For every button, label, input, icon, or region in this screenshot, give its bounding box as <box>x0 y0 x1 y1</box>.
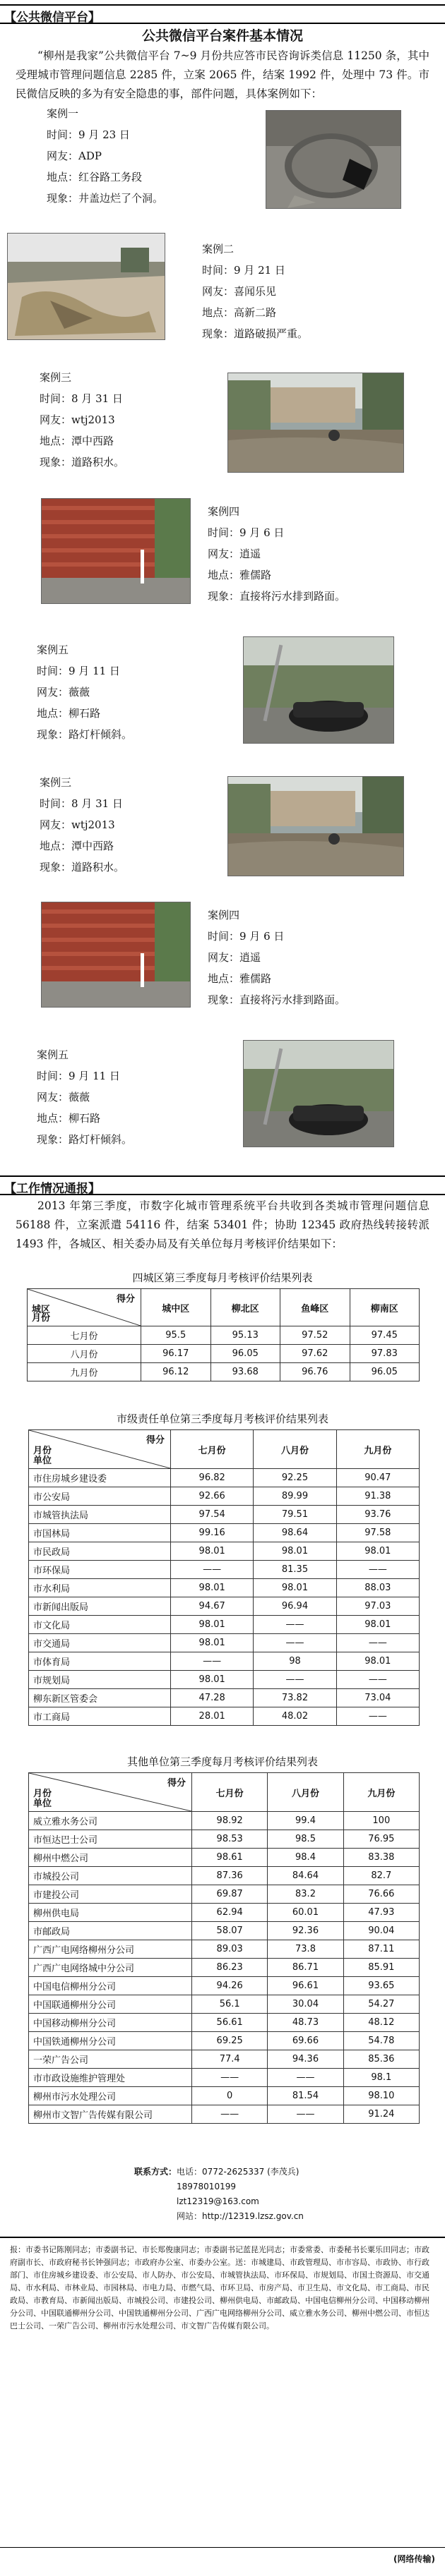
table-cell: 89.03 <box>192 1940 268 1959</box>
row-label: 市环保局 <box>29 1561 171 1579</box>
tilted-lamppost-photo <box>243 1040 394 1147</box>
case-time: 时间：9 月 21 日 <box>202 264 285 277</box>
diagonal-header <box>29 1773 191 1811</box>
table-cell: 97.58 <box>336 1524 419 1542</box>
table-cell: 73.8 <box>268 1940 343 1959</box>
table-cell: 94.36 <box>268 2050 343 2069</box>
row-label: 九月份 <box>28 1363 141 1381</box>
table-cell: 96.61 <box>268 1977 343 1995</box>
table-cell: 81.54 <box>268 2087 343 2105</box>
case-title: 案例四 <box>208 909 240 921</box>
table-cell: 56.1 <box>192 1995 268 2014</box>
column-header: 七月份 <box>192 1773 268 1812</box>
case-time: 时间：9 月 6 日 <box>208 526 285 539</box>
table-cell: 92.25 <box>254 1469 336 1487</box>
table-cell: 60.01 <box>268 1904 343 1922</box>
row-label: 市文化局 <box>29 1616 171 1634</box>
contact-label: 联系方式： <box>134 2167 177 2177</box>
column-header: 八月份 <box>268 1773 343 1812</box>
table-row <box>29 1616 420 1634</box>
row-label: 八月份 <box>28 1345 141 1363</box>
table-cell: 81.35 <box>254 1561 336 1579</box>
case-block <box>208 905 345 1010</box>
flooded-street-photo <box>227 776 404 876</box>
contact-email[interactable]: lzt12319@163.com <box>177 2196 259 2206</box>
table-row <box>29 2105 420 2124</box>
case-time: 时间：8 月 31 日 <box>40 392 123 405</box>
case-time: 时间：9 月 23 日 <box>47 128 130 141</box>
case-block <box>47 103 163 209</box>
table-cell: 92.36 <box>268 1922 343 1940</box>
table-row <box>29 1940 420 1959</box>
table-cell: 58.07 <box>192 1922 268 1940</box>
column-header: 城中区 <box>141 1289 211 1326</box>
table-cell: 98.01 <box>254 1542 336 1561</box>
diag-label: 城区 <box>32 1305 51 1315</box>
row-label: 柳州市污水处理公司 <box>29 2087 192 2105</box>
table-cell: 98.53 <box>192 1830 268 1849</box>
case-place: 地点：潭中西路 <box>40 840 114 852</box>
table-cell: 48.12 <box>343 2014 419 2032</box>
table-title: 其他单位第三季度每月考核评价结果列表 <box>126 1755 318 1768</box>
row-label: 广西广电网络城中分公司 <box>29 1959 192 1977</box>
row-label: 一荣广告公司 <box>29 2050 192 2069</box>
column-header: 柳北区 <box>210 1289 280 1326</box>
row-label: 威立雅水务公司 <box>29 1812 192 1830</box>
row-label: 柳东新区管委会 <box>29 1689 171 1707</box>
table-cell: 90.47 <box>336 1469 419 1487</box>
contact-block <box>126 2165 304 2224</box>
table-cell: 98.01 <box>171 1542 254 1561</box>
table-row <box>29 1579 420 1597</box>
table-cell: 98.4 <box>268 1849 343 1867</box>
table-cell: 96.76 <box>280 1363 350 1381</box>
table-cell: 76.95 <box>343 1830 419 1849</box>
district-score-table <box>27 1288 420 1381</box>
table-cell: 98.61 <box>192 1849 268 1867</box>
table-cell: 97.83 <box>350 1345 420 1363</box>
table-row <box>29 1830 420 1849</box>
table-cell: 99.4 <box>268 1812 343 1830</box>
case-issue: 现象：直接将污水排到路面。 <box>208 590 346 603</box>
table-row <box>29 1487 420 1506</box>
case-issue: 现象：直接将污水排到路面。 <box>208 993 346 1006</box>
row-label: 市城管执法局 <box>29 1506 171 1524</box>
table-cell: 97.45 <box>350 1326 420 1345</box>
table-cell: 92.66 <box>171 1487 254 1506</box>
table-row <box>29 2014 420 2032</box>
row-label: 中国电信柳州分公司 <box>29 1977 192 1995</box>
diag-label: 月份 <box>33 1446 52 1456</box>
case-time: 时间：9 月 11 日 <box>37 1070 120 1082</box>
table-cell: 96.82 <box>171 1469 254 1487</box>
case-block <box>37 1044 132 1150</box>
case-place: 地点：雅儒路 <box>208 972 272 985</box>
table-cell: 69.87 <box>192 1885 268 1904</box>
contact-line <box>126 2179 304 2194</box>
table-header-row <box>29 1773 420 1812</box>
table-row <box>29 1634 420 1652</box>
table-cell: —— <box>254 1616 336 1634</box>
case-issue: 现象：道路积水。 <box>40 861 125 873</box>
case-place: 地点：高新二路 <box>202 306 277 319</box>
table-cell: 85.36 <box>343 2050 419 2069</box>
table-row <box>29 1885 420 1904</box>
table-row <box>29 1597 420 1616</box>
section-label: 【 公共微信平台 】 <box>4 7 100 25</box>
table-row <box>29 1707 420 1726</box>
table-cell: 79.51 <box>254 1506 336 1524</box>
table-cell: 95.13 <box>210 1326 280 1345</box>
table-row <box>29 1671 420 1689</box>
table-cell: 48.73 <box>268 2014 343 2032</box>
row-label: 市新闻出版局 <box>29 1597 171 1616</box>
diagonal-header <box>29 1430 170 1468</box>
divider <box>0 2237 445 2238</box>
section-title: 公共微信平台案件基本情况 <box>141 28 303 44</box>
table-cell: 98.01 <box>254 1579 336 1597</box>
table-cell: 87.11 <box>343 1940 419 1959</box>
table-cell: 96.94 <box>254 1597 336 1616</box>
table-cell: 95.5 <box>141 1326 211 1345</box>
table-cell: 98.01 <box>336 1616 419 1634</box>
table-cell: —— <box>171 1561 254 1579</box>
table-cell: 98.01 <box>171 1616 254 1634</box>
table-cell: —— <box>336 1634 419 1652</box>
damaged-road-photo <box>7 233 165 340</box>
table-cell: 98.64 <box>254 1524 336 1542</box>
table-row <box>29 1689 420 1707</box>
row-label: 市建投公司 <box>29 1885 192 1904</box>
flooded-street-photo <box>227 373 404 473</box>
case-place: 地点：雅儒路 <box>208 569 272 581</box>
contact-website[interactable]: 网站：http://12319.lzsz.gov.cn <box>177 2211 304 2221</box>
row-label: 市恒达巴士公司 <box>29 1830 192 1849</box>
column-header: 九月份 <box>336 1430 419 1469</box>
table-cell: 90.04 <box>343 1922 419 1940</box>
table-cell: 98.10 <box>343 2087 419 2105</box>
table-row <box>29 1812 420 1830</box>
row-label: 市体育局 <box>29 1652 171 1671</box>
sewage-wall-photo <box>41 902 191 1008</box>
diag-label: 单位 <box>33 1456 52 1466</box>
table-cell: 88.03 <box>336 1579 419 1597</box>
table-cell: 87.36 <box>192 1867 268 1885</box>
row-label: 市公安局 <box>29 1487 171 1506</box>
table-cell: 73.04 <box>336 1689 419 1707</box>
diag-label: 月份 <box>32 1313 51 1324</box>
row-label: 市城投公司 <box>29 1867 192 1885</box>
table-cell: 98.5 <box>268 1830 343 1849</box>
table-cell: 97.52 <box>280 1326 350 1345</box>
table-row <box>29 1849 420 1867</box>
case-place: 地点：柳石路 <box>37 1112 101 1125</box>
table-cell: 86.71 <box>268 1959 343 1977</box>
table-cell: 98.01 <box>336 1652 419 1671</box>
contact-line <box>126 2209 304 2224</box>
table-cell: —— <box>268 2069 343 2087</box>
row-label: 中国铁通柳州分公司 <box>29 2032 192 2050</box>
table-cell: —— <box>336 1561 419 1579</box>
case-title: 案例三 <box>40 776 72 789</box>
table-row <box>29 1959 420 1977</box>
table-cell: 73.82 <box>254 1689 336 1707</box>
table-cell: 98.1 <box>343 2069 419 2087</box>
contact-phone: 电话：0772-2625337 (李茂兵) <box>177 2167 299 2177</box>
table-row <box>28 1326 420 1345</box>
row-label: 市工商局 <box>29 1707 171 1726</box>
table-cell: —— <box>171 1652 254 1671</box>
table-cell: 54.78 <box>343 2032 419 2050</box>
table-cell: —— <box>336 1671 419 1689</box>
table-cell: 96.05 <box>350 1363 420 1381</box>
case-issue: 现象：井盖边烂了个洞。 <box>47 192 164 205</box>
table-row <box>29 1561 420 1579</box>
table-row <box>29 1904 420 1922</box>
table-cell: 0 <box>192 2087 268 2105</box>
contact-line <box>126 2165 304 2179</box>
case-issue: 现象：道路破损严重。 <box>202 327 309 340</box>
table-cell: 91.24 <box>343 2105 419 2124</box>
table-cell: 99.16 <box>171 1524 254 1542</box>
report-paragraph: 2013 年第三季度，市数字化城市管理系统平台共收到各类城市管理问题信息 56188 件，立案派遣 54116 件，结案 53401 件；协助 12345 政府热线转接转派 1493 件，各城区、相关委办局及有关单位每月考核评价结果如下： <box>16 1199 429 1250</box>
row-label: 市住房城乡建设委 <box>29 1469 171 1487</box>
table-cell: 77.4 <box>192 2050 268 2069</box>
table-cell: 98.01 <box>171 1634 254 1652</box>
table-cell: 47.28 <box>171 1689 254 1707</box>
tilted-lamppost-photo <box>243 636 394 744</box>
other-unit-score-table <box>28 1772 420 2124</box>
table-cell: 47.93 <box>343 1904 419 1922</box>
row-label: 柳州市文智广告传媒有限公司 <box>29 2105 192 2124</box>
table-cell: 98.01 <box>171 1579 254 1597</box>
table-cell: 93.76 <box>336 1506 419 1524</box>
case-user: 网友：逍遥 <box>208 548 261 560</box>
case-user: 网友：wtj2013 <box>40 413 115 426</box>
contact-line <box>126 2194 304 2209</box>
manhole-photo <box>266 110 401 209</box>
case-time: 时间：9 月 11 日 <box>37 665 120 677</box>
table-row <box>29 1524 420 1542</box>
diag-label: 得分 <box>116 1294 135 1305</box>
diagonal-header <box>28 1289 141 1326</box>
case-title: 案例五 <box>37 643 69 656</box>
table-cell: —— <box>192 2105 268 2124</box>
row-label: 市市政设施维护管理处 <box>29 2069 192 2087</box>
case-place: 地点：红谷路工务段 <box>47 171 143 183</box>
table-row <box>29 1469 420 1487</box>
table-cell: 97.62 <box>280 1345 350 1363</box>
city-unit-score-table <box>28 1429 420 1726</box>
row-label: 市水利局 <box>29 1579 171 1597</box>
case-block <box>40 772 124 878</box>
case-user: 网友：ADP <box>47 150 102 162</box>
table-header-row <box>28 1289 420 1326</box>
table-cell: 30.04 <box>268 1995 343 2014</box>
table-row <box>29 1922 420 1940</box>
case-block <box>40 367 124 473</box>
column-header: 七月份 <box>171 1430 254 1469</box>
table-cell: 48.02 <box>254 1707 336 1726</box>
table-cell: 84.64 <box>268 1867 343 1885</box>
table-cell: 85.91 <box>343 1959 419 1977</box>
table-cell: 93.68 <box>210 1363 280 1381</box>
case-time: 时间：9 月 6 日 <box>208 930 285 943</box>
row-label: 柳州供电局 <box>29 1904 192 1922</box>
table-cell: —— <box>336 1707 419 1726</box>
table-cell: 69.25 <box>192 2032 268 2050</box>
table-cell: 56.61 <box>192 2014 268 2032</box>
row-label: 中国联通柳州分公司 <box>29 1995 192 2014</box>
sewage-wall-photo <box>41 498 191 604</box>
case-title: 案例五 <box>37 1048 69 1061</box>
table-cell: 97.03 <box>336 1597 419 1616</box>
case-place: 地点：柳石路 <box>37 707 101 720</box>
table-cell: 98.92 <box>192 1812 268 1830</box>
table-cell: 83.2 <box>268 1885 343 1904</box>
table-cell: 98.01 <box>336 1542 419 1561</box>
table-cell: 69.66 <box>268 2032 343 2050</box>
case-title: 案例一 <box>47 107 79 120</box>
table-cell: 96.12 <box>141 1363 211 1381</box>
table-cell: 94.26 <box>192 1977 268 1995</box>
case-issue: 现象：道路积水。 <box>40 456 125 468</box>
table-cell: 28.01 <box>171 1707 254 1726</box>
table-cell: —— <box>268 2105 343 2124</box>
table-cell: —— <box>192 2069 268 2087</box>
table-cell: 91.38 <box>336 1487 419 1506</box>
table-row <box>29 1506 420 1524</box>
case-user: 网友：喜闻乐见 <box>202 285 277 298</box>
table-row <box>28 1363 420 1381</box>
table-cell: 86.23 <box>192 1959 268 1977</box>
table-cell: —— <box>254 1634 336 1652</box>
divider <box>0 2547 445 2548</box>
row-label: 市规划局 <box>29 1671 171 1689</box>
table-cell: 94.67 <box>171 1597 254 1616</box>
table-cell: 76.66 <box>343 1885 419 1904</box>
case-issue: 现象：路灯杆倾斜。 <box>37 1133 133 1146</box>
table-row <box>29 2087 420 2105</box>
table-row <box>29 2069 420 2087</box>
diag-label: 单位 <box>33 1798 52 1809</box>
table-row <box>29 1652 420 1671</box>
case-place: 地点：潭中西路 <box>40 435 114 447</box>
table-cell: 93.65 <box>343 1977 419 1995</box>
case-user: 网友：wtj2013 <box>40 818 115 831</box>
table-cell: 98 <box>254 1652 336 1671</box>
diag-label: 得分 <box>146 1435 165 1446</box>
row-label: 中国移动柳州分公司 <box>29 2014 192 2032</box>
case-title: 案例三 <box>40 371 72 384</box>
table-cell: 89.99 <box>254 1487 336 1506</box>
row-label: 市邮政局 <box>29 1922 192 1940</box>
row-label: 市国林局 <box>29 1524 171 1542</box>
case-user: 网友：逍遥 <box>208 951 261 964</box>
table-row <box>29 1977 420 1995</box>
case-user: 网友：薇薇 <box>37 1091 90 1103</box>
intro-paragraph: “柳州是我家”公共微信平台 7~9 月份共应答市民咨询诉类信息 11250 条，其中受理城市管理问题信息 2285 件，立案 2065 件，结案 1992 件，处理中 73 件。市民微信反映的多为有安全隐患的事，部件问题，具体案例如下： <box>16 49 429 100</box>
case-block <box>202 238 308 344</box>
diag-label: 月份 <box>33 1789 52 1799</box>
table-cell: 97.54 <box>171 1506 254 1524</box>
table-cell: 96.17 <box>141 1345 211 1363</box>
table-cell: —— <box>254 1671 336 1689</box>
column-header: 柳南区 <box>350 1289 420 1326</box>
row-label: 七月份 <box>28 1326 141 1345</box>
case-title: 案例四 <box>208 505 240 518</box>
row-label: 市交通局 <box>29 1634 171 1652</box>
diag-label: 得分 <box>167 1778 186 1789</box>
table-row <box>29 1542 420 1561</box>
table-cell: 54.27 <box>343 1995 419 2014</box>
column-header: 九月份 <box>343 1773 419 1812</box>
table-title: 市级责任单位第三季度每月考核评价结果列表 <box>116 1413 328 1425</box>
column-header: 鱼峰区 <box>280 1289 350 1326</box>
case-block <box>208 501 345 607</box>
case-time: 时间：8 月 31 日 <box>40 797 123 810</box>
table-row <box>29 2032 420 2050</box>
table-row <box>28 1345 420 1363</box>
table-cell: 82.7 <box>343 1867 419 1885</box>
column-header: 八月份 <box>254 1430 336 1469</box>
table-row <box>29 1867 420 1885</box>
table-row <box>29 2050 420 2069</box>
table-cell: 100 <box>343 1812 419 1830</box>
table-title: 四城区第三季度每月考核评价结果列表 <box>132 1271 313 1284</box>
case-title: 案例二 <box>202 243 235 255</box>
case-block <box>37 639 132 745</box>
section-label: 【 工作情况通报 】 <box>4 1178 100 1196</box>
case-issue: 现象：路灯杆倾斜。 <box>37 728 133 741</box>
table-cell: 62.94 <box>192 1904 268 1922</box>
row-label: 市民政局 <box>29 1542 171 1561</box>
table-cell: 98.01 <box>171 1671 254 1689</box>
contact-mobile: 18978010199 <box>177 2182 236 2191</box>
case-user: 网友：薇薇 <box>37 686 90 699</box>
row-label: 柳州中燃公司 <box>29 1849 192 1867</box>
section-header-report <box>0 1175 445 1195</box>
section-header-wechat <box>0 4 445 24</box>
distribution-list: 报：市委书记陈刚同志；市委副书记、市长郑俊康同志；市委副书记蓝昆光同志；市委常委、市委秘书长粟乐田同志；市政府副市长、市政府秘书长钟强同志；市政府办公室、市委办公室。送：市城建局、市政管理局、市市容局、市政协、市行政部门、市住房城乡建设委、市公安局、市人防办、市公安局、市城管执法局、市环保局、市规划局、市国土资源局、市交通局、市水利局、市林业局、市园林局、市电力局、市燃气局、市环卫局、市房产局、市卫生局、市文化局、市工商局、市民政局、市教育局、市新闻出版局、市城投公司、市建投公司、柳州供电局、市邮政局、中国电信柳州分公司、中国移动柳州分公司、中国联通柳州分公司、中国铁通柳州分公司、广西广电网络柳州分公司、威立雅水务公司、柳州中燃公司、市恒达巴士公司、一荣广告公司、柳州市污水处理公司、市文智广告传媒有限公司。 <box>10 2245 429 2330</box>
row-label: 广西广电网络柳州分公司 <box>29 1940 192 1959</box>
table-row <box>29 1995 420 2014</box>
table-header-row <box>29 1430 420 1469</box>
table-cell: 83.38 <box>343 1849 419 1867</box>
footer-note: (网络传输) <box>393 2554 435 2564</box>
table-cell: 96.05 <box>210 1345 280 1363</box>
